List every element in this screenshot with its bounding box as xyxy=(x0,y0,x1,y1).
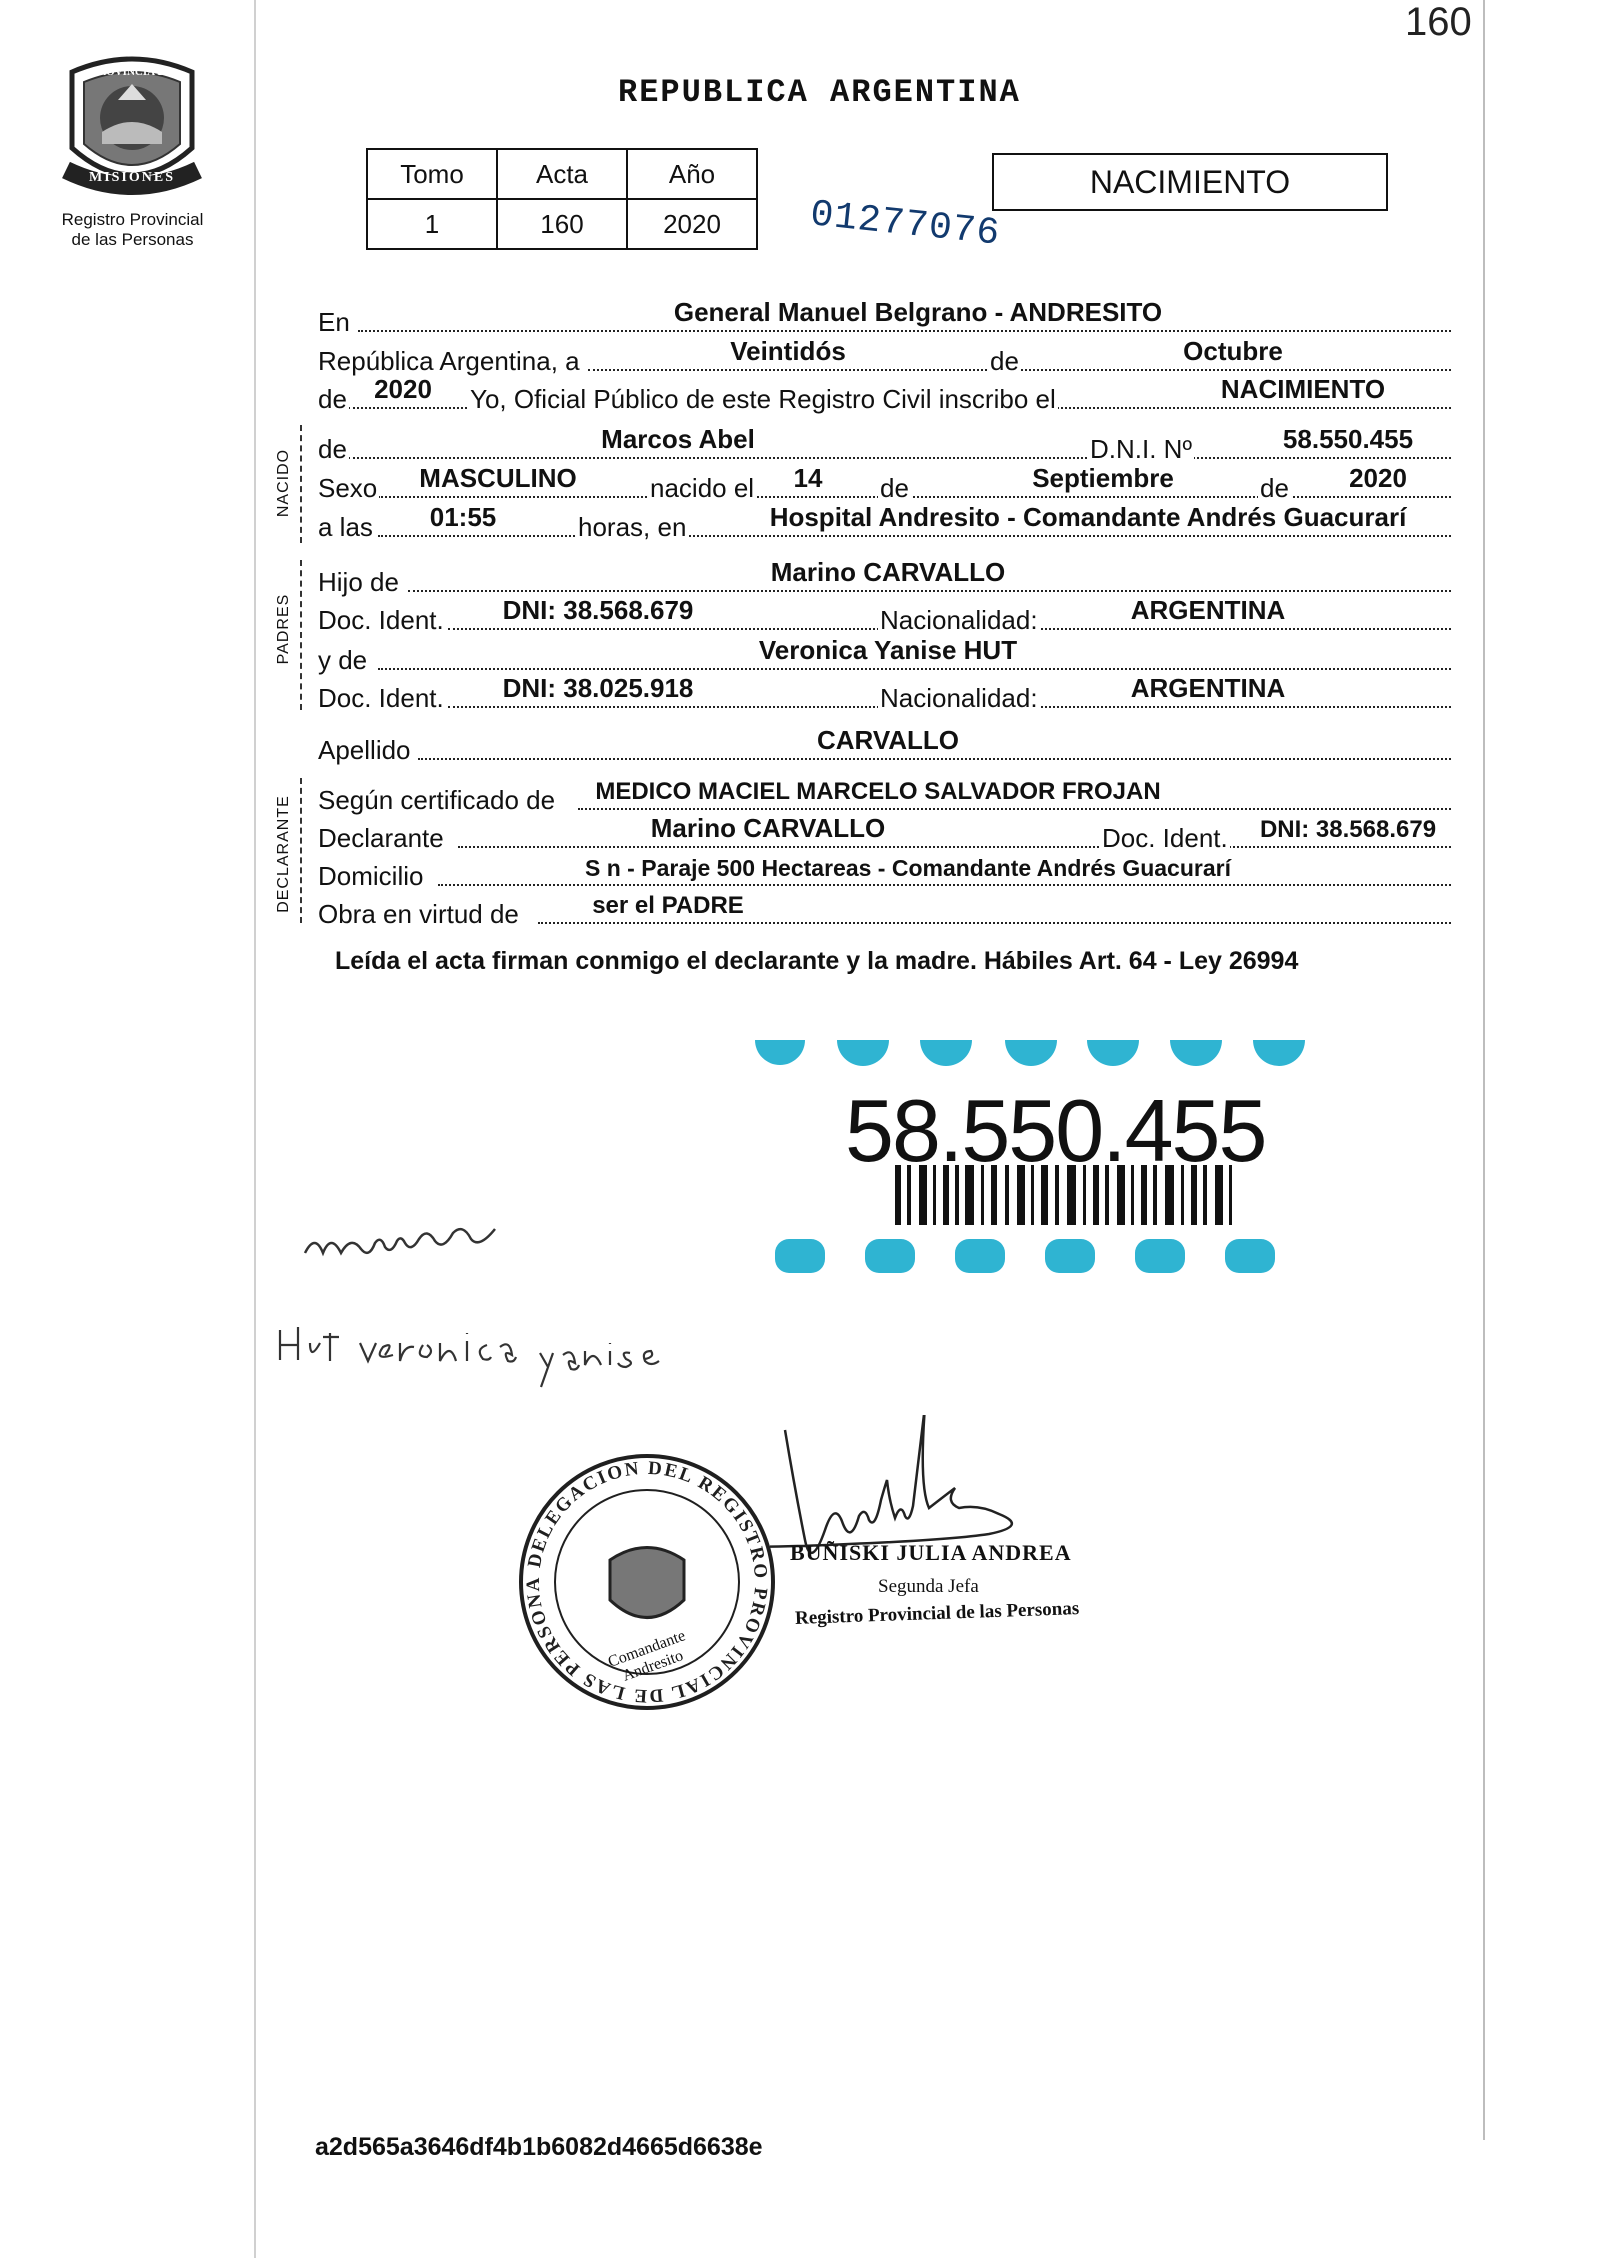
registry-table-value-row xyxy=(367,199,757,249)
label-doc-ident-madre: Doc. Ident. xyxy=(318,683,444,713)
label-y-de: y de xyxy=(318,645,368,675)
value-nombre: Marcos Abel xyxy=(601,424,755,454)
provincia-de-misiones-seal-icon xyxy=(58,52,206,202)
document-type-box: NACIMIENTO xyxy=(992,153,1388,211)
official-round-stamp xyxy=(515,1450,780,1715)
row-madre xyxy=(318,635,1451,676)
header-acta: Acta xyxy=(497,149,627,199)
row-domicilio xyxy=(318,854,1451,892)
official-signer-name: BUÑISKI JULIA ANDREA xyxy=(790,1540,1072,1565)
value-anio-nacimiento: 2020 xyxy=(1349,463,1407,493)
value-padre-doc: DNI: 38.568.679 xyxy=(502,595,694,625)
label-de-nombre: de xyxy=(318,434,347,464)
value-anio-inscripcion: 2020 xyxy=(374,374,432,404)
label-doc-ident-padre: Doc. Ident. xyxy=(318,605,444,635)
label-sexo: Sexo xyxy=(318,473,378,503)
value-madre: Veronica Yanise HUT xyxy=(758,635,1018,665)
label-domicilio: Domicilio xyxy=(318,861,424,891)
row-hora-lugar xyxy=(318,502,1451,543)
value-mes-nacimiento: Septiembre xyxy=(1032,463,1174,493)
logo-caption xyxy=(40,210,225,250)
label-de-anio: de xyxy=(318,384,347,414)
official-signer-position: Segunda Jefa xyxy=(878,1576,979,1597)
label-a-las: a las xyxy=(318,512,373,542)
registry-table-header-row xyxy=(367,149,757,199)
value-tipo: NACIMIENTO xyxy=(1220,374,1386,404)
value-declarante-doc: DNI: 38.568.679 xyxy=(1259,816,1437,843)
value-lugar: General Manuel Belgrano - ANDRESITO xyxy=(673,297,1163,327)
value-dia-inscripcion: Veintidós xyxy=(730,336,846,366)
stamp-inner-text: Comandante Andresito xyxy=(605,1627,688,1685)
row-padre xyxy=(318,557,1451,598)
logo-seal-top-text: PROVINCIA DE xyxy=(91,66,173,78)
value-apellido: CARVALLO xyxy=(816,725,960,755)
serial-number-stamp: 01277076 xyxy=(808,193,1003,256)
value-acta: 160 xyxy=(497,199,627,249)
left-margin-line xyxy=(254,0,256,2258)
value-domicilio: S n - Paraje 500 Hectareas - Comandante Andrés Guacurarí xyxy=(585,855,1231,881)
value-mes-inscripcion: Octubre xyxy=(1183,336,1283,366)
right-margin-line xyxy=(1483,0,1485,2140)
label-horas-en: horas, en xyxy=(578,512,687,542)
label-hijo-de: Hijo de xyxy=(318,567,399,597)
row-certificado xyxy=(318,778,1451,816)
value-padre: Marino CARVALLO xyxy=(770,557,1006,587)
closing-statement: Leída el acta firman conmigo el declarante y la madre. Hábiles Art. 64 - Ley 26994 xyxy=(335,947,1299,975)
label-apellido: Apellido xyxy=(318,735,411,765)
logo-caption-line1: Registro Provincial xyxy=(61,210,204,229)
value-lugar-nacimiento: Hospital Andresito - Comandante Andrés Guacurarí xyxy=(769,502,1407,532)
label-de-anio-nac: de xyxy=(1260,473,1289,503)
page-number: 160 xyxy=(1405,0,1472,44)
row-lugar xyxy=(318,297,1451,338)
row-oficial xyxy=(318,374,1451,415)
label-declarante: Declarante xyxy=(318,823,444,853)
label-obra-virtud: Obra en virtud de xyxy=(318,899,519,929)
label-nacionalidad-padre: Nacionalidad: xyxy=(880,605,1038,635)
value-madre-nacionalidad: ARGENTINA xyxy=(1130,673,1286,703)
value-certificado: MEDICO MACIEL MARCELO SALVADOR FROJAN xyxy=(595,778,1161,805)
logo-seal-bottom-text: MISIONES xyxy=(88,170,176,185)
dni-sticker xyxy=(755,1035,1340,1275)
label-en: En xyxy=(318,307,350,337)
dni-sticker-number: 58.550.455 xyxy=(845,1081,1266,1180)
stamp-ring-text: DELEGACION DEL REGISTRO PROVINCIAL DE LAS PERSONA xyxy=(522,1457,772,1707)
registry-table xyxy=(366,148,758,250)
label-nacido-el: nacido el xyxy=(650,473,755,503)
section-label-nacido: NACIDO xyxy=(275,448,292,518)
header-tomo: Tomo xyxy=(367,149,497,199)
padres-section-line xyxy=(300,560,302,710)
value-tomo: 1 xyxy=(367,199,497,249)
label-dni: D.N.I. Nº xyxy=(1090,434,1192,464)
row-apellido xyxy=(318,725,1451,766)
row-declarante xyxy=(318,813,1451,854)
section-label-declarante: DECLARANTE xyxy=(275,795,292,913)
row-nombre xyxy=(318,424,1451,465)
label-de-mes: de xyxy=(990,346,1019,376)
value-madre-doc: DNI: 38.025.918 xyxy=(502,673,694,703)
label-doc-ident-declarante: Doc. Ident. xyxy=(1102,823,1228,853)
value-padre-nacionalidad: ARGENTINA xyxy=(1130,595,1286,625)
document-hash: a2d565a3646df4b1b6082d4665d6638e xyxy=(315,2133,763,2161)
official-signer-office: Registro Provincial de las Personas xyxy=(794,1598,1080,1629)
value-dia-nacimiento: 14 xyxy=(793,463,823,493)
row-fecha-inscripcion xyxy=(318,336,1451,377)
logo-caption-line2: de las Personas xyxy=(71,230,194,249)
section-label-padres: PADRES xyxy=(275,593,292,665)
value-declarante: Marino CARVALLO xyxy=(650,813,886,843)
label-republica: República Argentina, a xyxy=(318,346,580,376)
value-dni: 58.550.455 xyxy=(1282,424,1414,454)
declarante-section-line xyxy=(300,778,302,923)
handwritten-signature-hut-veronica-yanise xyxy=(275,1315,715,1395)
row-sexo-nacimiento xyxy=(318,463,1451,504)
nacido-section-line xyxy=(300,425,302,543)
value-sexo: MASCULINO xyxy=(419,463,577,493)
label-de-mes-nac: de xyxy=(880,473,909,503)
value-obra-virtud: ser el PADRE xyxy=(592,892,744,919)
row-madre-doc xyxy=(318,673,1451,714)
handwritten-signature-marino xyxy=(300,1208,530,1268)
row-obra-virtud xyxy=(318,892,1451,930)
document-title: REPUBLICA ARGENTINA xyxy=(618,74,1021,111)
row-padre-doc xyxy=(318,595,1451,636)
value-hora: 01:55 xyxy=(429,502,497,532)
value-anio: 2020 xyxy=(627,199,757,249)
header-anio: Año xyxy=(627,149,757,199)
label-segun-certificado: Según certificado de xyxy=(318,785,556,815)
label-nacionalidad-madre: Nacionalidad: xyxy=(880,683,1038,713)
label-yo-oficial: Yo, Oficial Público de este Registro Civil inscribo el xyxy=(470,384,1056,414)
